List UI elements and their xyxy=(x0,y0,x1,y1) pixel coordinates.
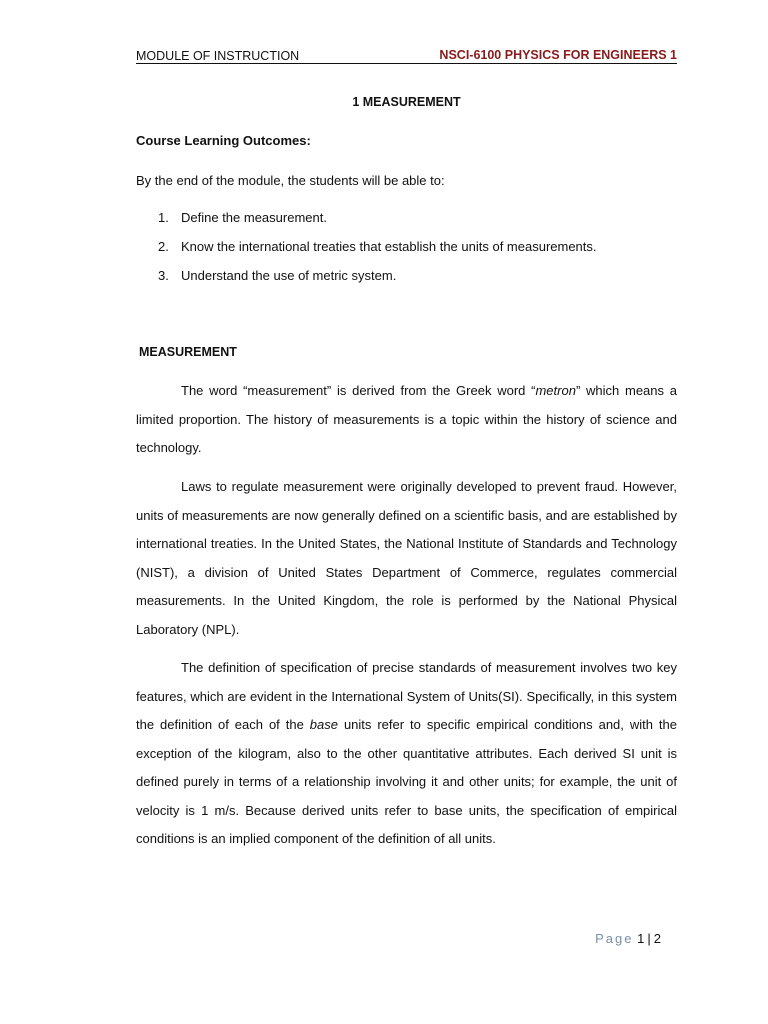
outcomes-list xyxy=(136,210,677,297)
header-course-code: NSCI-6100 PHYSICS FOR ENGINEERS 1 xyxy=(439,48,677,62)
outcomes-intro: By the end of the module, the students will be able to: xyxy=(136,173,445,188)
list-item xyxy=(136,268,677,297)
list-item-text: Define the measurement. xyxy=(181,210,327,225)
list-item xyxy=(136,239,677,268)
current-page-number: 1 xyxy=(637,931,645,946)
header-rule xyxy=(136,63,442,64)
page-footer xyxy=(595,931,661,946)
emphasis-base: base xyxy=(309,717,338,732)
header-module-label: MODULE OF INSTRUCTION xyxy=(136,49,300,63)
section-heading: MEASUREMENT xyxy=(139,345,237,359)
page-header xyxy=(136,48,677,66)
list-item-number: 1. xyxy=(158,210,169,225)
list-item-text: Know the international treaties that establish the units of measurements. xyxy=(181,239,597,254)
paragraph-text: The definition of specification of precise standards of measurement involves two key features, which are evident in the International System of Units(SI). Specifically, in this system the definition of each of the xyxy=(136,660,677,732)
paragraph-text: The word “measurement” is derived from the Greek word “ xyxy=(181,383,536,398)
paragraph-text: ” which means a limited proportion. The history of measurements is a topic within the history of science and technology. xyxy=(136,383,677,455)
paragraph-regulation: Laws to regulate measurement were originally developed to prevent fraud. However, units of measurements are now generally defined on a scientific basis, and are established by international treaties. In the United States, the National Institute of Standards and Technology (NIST), a division of United States Department of Commerce, regulates commercial measurements. In the United Kingdom, the role is performed by the National Physical Laboratory (NPL). xyxy=(136,479,677,637)
list-item-number: 3. xyxy=(158,268,169,283)
chapter-title: 1 MEASUREMENT xyxy=(352,95,461,109)
page-separator: | xyxy=(647,931,651,946)
list-item-text: Understand the use of metric system. xyxy=(181,268,397,283)
total-page-number: 2 xyxy=(653,931,661,946)
list-item xyxy=(136,210,677,239)
emphasis-metron: metron xyxy=(535,383,576,398)
page-label: Page xyxy=(595,931,634,946)
outcomes-heading: Course Learning Outcomes: xyxy=(136,133,311,148)
paragraph-si-definition xyxy=(136,654,677,854)
list-item-number: 2. xyxy=(158,239,169,254)
paragraph-origin xyxy=(136,377,677,463)
paragraph-text: units refer to specific empirical conditions and, with the exception of the kilogram, also to the other quantitative attributes. Each derived SI unit is defined purely in terms of a relationship involving it and other units; for example, the unit of velocity is 1 m/s. Because derived units refer to base units, the specification of empirical conditions is an implied component of the definition of all units. xyxy=(136,717,677,846)
